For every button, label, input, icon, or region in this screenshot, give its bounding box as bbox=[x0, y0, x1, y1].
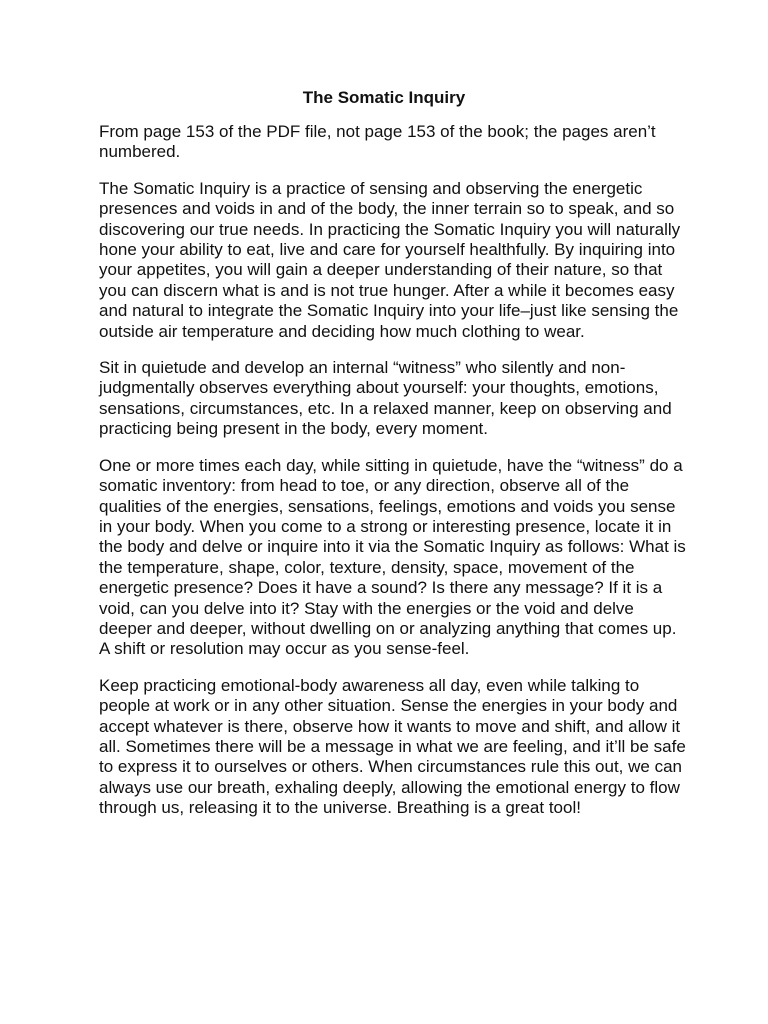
page-title: The Somatic Inquiry bbox=[302, 88, 466, 107]
paragraph-emotional-awareness: Keep practicing emotional-body awareness all day, even while talking to people at work or in any other situation. Sense the energies in your body and accept whatever is there, observe how it wants to move and shift, and allow it all. Sometimes there will be a message in what we are feeling, and it’ll be safe to express it to ourselves or others. When circumstances rule this out, we can always use our breath, exhaling deeply, allowing the emotional energy to flow through us, releasing it to the universe. Breathing is a great tool! bbox=[99, 675, 686, 818]
paragraph-source-note: From page 153 of the PDF file, not page 153 of the book; the pages aren’t numbered. bbox=[99, 122, 656, 162]
document-body bbox=[99, 122, 689, 835]
paragraph-somatic-inventory: One or more times each day, while sitting in quietude, have the “witness” do a somatic inventory: from head to toe, or any direction, observe all of the qualities of the energies, sensations, feelings, emotions and voids you sense in your body. When you come to a strong or interesting presence, locate it in the body and delve or inquire into it via the Somatic Inquiry as follows: What is the temperature, shape, color, texture, density, space, movement of the energetic presence? Does it have a sound? Is there any message? If it is a void, can you delve into it? Stay with the energies or the void and delve deeper and deeper, without dwelling on or analyzing anything that comes up. A shift or resolution may occur as you sense-feel. bbox=[99, 455, 686, 659]
paragraph-introduction: The Somatic Inquiry is a practice of sensing and observing the energetic presences and voids in and of the body, the inner terrain so to speak, and so discovering our true needs. In practicing the Somatic Inquiry you will naturally hone your ability to eat, live and care for yourself healthfully. By inquiring into your appetites, you will gain a deeper understanding of their nature, so that you can discern what is and is not true hunger. After a while it becomes easy and natural to integrate the Somatic Inquiry into your life–just like sensing the outside air temperature and deciding how much clothing to wear. bbox=[99, 178, 681, 341]
paragraph-witness: Sit in quietude and develop an internal “witness” who silently and non-judgmentally observes everything about yourself: your thoughts, emotions, sensations, circumstances, etc. In a relaxed manner, keep on observing and practicing being present in the body, every moment. bbox=[99, 358, 672, 439]
